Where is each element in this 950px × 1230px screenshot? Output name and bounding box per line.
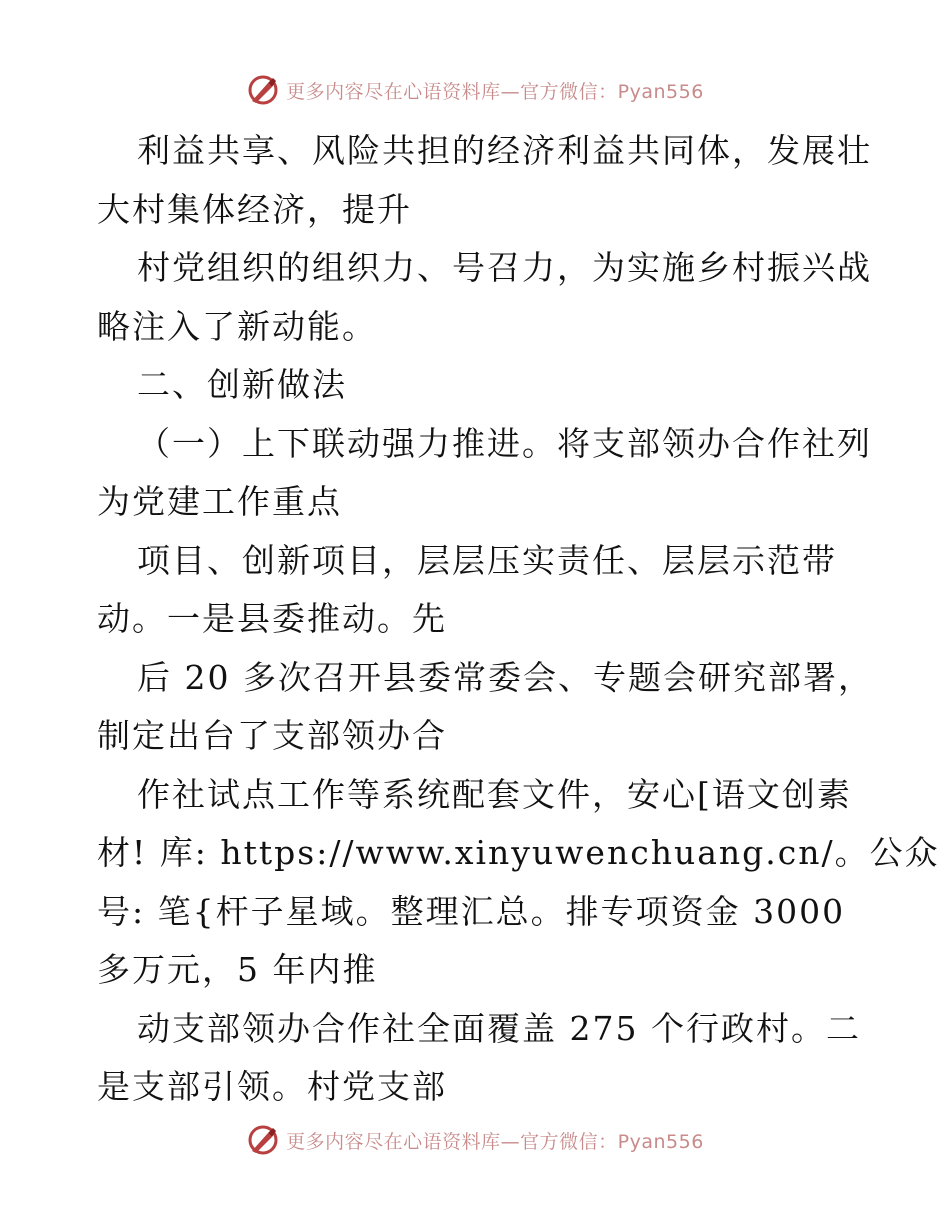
paragraph-line: 大村集体经济，提升 [97,189,412,229]
section-heading: 二、创新做法 [137,365,347,404]
watermark-text: 更多内容尽在心语资料库—官方微信：Pyan556 [286,80,704,103]
paragraph-line: 后 20 多次召开县委常委会、专题会研究部署， [137,657,873,697]
paragraph-line: 为党建工作重点 [97,482,342,521]
document-body [97,122,940,1117]
footer-watermark [0,1120,950,1160]
paragraph-line: 是支部引领。村党支部 [97,1067,447,1106]
paragraph-line: 制定出台了支部领办合 [97,716,447,755]
watermark-text: 更多内容尽在心语资料库—官方微信：Pyan556 [286,1130,704,1153]
pen-logo-icon [246,73,280,107]
header-watermark [0,70,950,110]
paragraph-line: 项目、创新项目，层层压实责任、层层示范带 [137,540,837,580]
paragraph-line: 材! 库: https://www.xinyuwenchuang.cn/。公众 [97,833,940,872]
paragraph-line: 号: 笔{杆子星域。整理汇总。排专项资金 3000 [97,891,846,931]
paragraph-line: 作社试点工作等系统配套文件，安心[语文创素 [137,774,852,814]
paragraph-line: 多万元，5 年内推 [97,950,378,989]
paragraph-line: 动支部领办合作社全面覆盖 275 个行政村。二 [137,1008,861,1048]
paragraph-line: 略注入了新动能。 [97,306,377,346]
subsection-heading: （一）上下联动强力推进。将支部领办合作社列 [137,423,872,463]
pen-logo-icon [246,1123,280,1157]
paragraph-line: 利益共享、风险共担的经济利益共同体，发展壮 [137,131,872,170]
paragraph-line: 动。一是县委推动。先 [97,599,447,638]
paragraph-line: 村党组织的组织力、号召力，为实施乡村振兴战 [137,248,872,287]
